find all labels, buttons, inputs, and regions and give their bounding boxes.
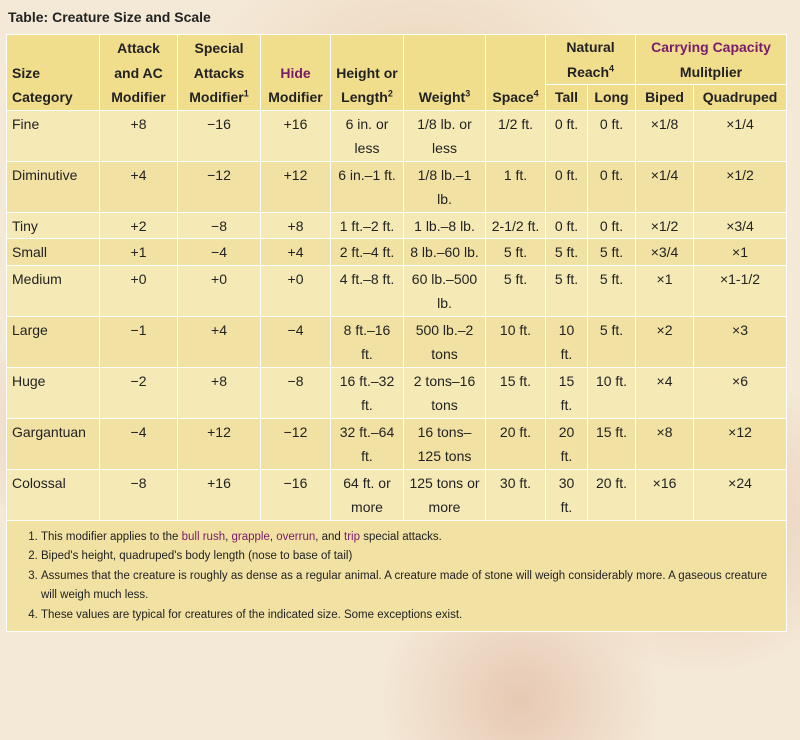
attack-ac-cell: +8 xyxy=(100,110,178,161)
quadruped-cell: ×24 xyxy=(694,469,787,520)
quadruped-cell: ×3 xyxy=(694,316,787,367)
attack-ac-cell: +0 xyxy=(100,265,178,316)
attack-ac-cell: −1 xyxy=(100,316,178,367)
quadruped-cell: ×12 xyxy=(694,418,787,469)
hide-link[interactable]: Hide xyxy=(280,64,311,81)
attack-ac-cell: +1 xyxy=(100,239,178,266)
bull-rush-link[interactable]: bull rush xyxy=(181,530,226,543)
height-cell: 6 in. or less xyxy=(331,110,404,161)
special-attacks-cell: −4 xyxy=(178,239,261,266)
attack-ac-cell: −8 xyxy=(100,469,178,520)
header-attack-ac: Attack and AC Modifier xyxy=(100,35,178,111)
space-cell: 1/2 ft. xyxy=(486,110,546,161)
quadruped-cell: ×1/4 xyxy=(694,110,787,161)
header-quadruped: Quadruped xyxy=(694,85,787,111)
special-attacks-cell: +4 xyxy=(178,316,261,367)
biped-cell: ×1/2 xyxy=(636,212,694,239)
table-row xyxy=(7,469,787,520)
reach-long-cell: 15 ft. xyxy=(588,418,636,469)
quadruped-cell: ×6 xyxy=(694,367,787,418)
height-cell: 16 ft.–32 ft. xyxy=(331,367,404,418)
biped-cell: ×8 xyxy=(636,418,694,469)
creature-size-table xyxy=(6,34,787,632)
reach-long-cell: 0 ft. xyxy=(588,110,636,161)
space-cell: 5 ft. xyxy=(486,239,546,266)
space-cell: 10 ft. xyxy=(486,316,546,367)
size-cell: Tiny xyxy=(7,212,100,239)
reach-tall-cell: 30 ft. xyxy=(546,469,588,520)
header-long: Long xyxy=(588,85,636,111)
height-cell: 4 ft.–8 ft. xyxy=(331,265,404,316)
quadruped-cell: ×1/2 xyxy=(694,161,787,212)
size-cell: Fine xyxy=(7,110,100,161)
carrying-capacity-link[interactable]: Carrying Capacity xyxy=(651,39,771,55)
grapple-link[interactable]: grapple xyxy=(231,530,270,543)
height-cell: 32 ft.–64 ft. xyxy=(331,418,404,469)
hide-cell: +0 xyxy=(261,265,331,316)
biped-cell: ×1/8 xyxy=(636,110,694,161)
attack-ac-cell: +2 xyxy=(100,212,178,239)
table-row xyxy=(7,239,787,266)
weight-cell: 2 tons–16 tons xyxy=(404,367,486,418)
quadruped-cell: ×1-1/2 xyxy=(694,265,787,316)
weight-cell: 16 tons–125 tons xyxy=(404,418,486,469)
space-cell: 2-1/2 ft. xyxy=(486,212,546,239)
reach-tall-cell: 0 ft. xyxy=(546,110,588,161)
special-attacks-cell: +8 xyxy=(178,367,261,418)
height-cell: 6 in.–1 ft. xyxy=(331,161,404,212)
reach-tall-cell: 20 ft. xyxy=(546,418,588,469)
biped-cell: ×16 xyxy=(636,469,694,520)
biped-cell: ×4 xyxy=(636,367,694,418)
header-height-length: Height or Length$^2$ xyxy=(331,35,404,111)
special-attacks-cell: +12 xyxy=(178,418,261,469)
header-weight: Weight$^3$ xyxy=(404,35,486,111)
reach-tall-cell: 10 ft. xyxy=(546,316,588,367)
header-size-category: Size Category xyxy=(7,35,100,111)
header-space: Space$^4$ xyxy=(486,35,546,111)
hide-cell: −12 xyxy=(261,418,331,469)
size-cell: Huge xyxy=(7,367,100,418)
special-attacks-cell: −8 xyxy=(178,212,261,239)
footnote-3: 3. Assumes that the creature is roughly as dense as a regular animal. A creature made of stone will weigh considerably more. A gaseous creature will weigh much less. xyxy=(41,567,780,606)
overrun-link[interactable]: overrun xyxy=(276,530,316,543)
quadruped-cell: ×1 xyxy=(694,239,787,266)
special-attacks-cell: −12 xyxy=(178,161,261,212)
height-cell: 1 ft.–2 ft. xyxy=(331,212,404,239)
space-cell: 5 ft. xyxy=(486,265,546,316)
size-cell: Colossal xyxy=(7,469,100,520)
reach-tall-cell: 5 ft. xyxy=(546,265,588,316)
size-cell: Diminutive xyxy=(7,161,100,212)
reach-long-cell: 0 ft. xyxy=(588,161,636,212)
space-cell: 30 ft. xyxy=(486,469,546,520)
height-cell: 2 ft.–4 ft. xyxy=(331,239,404,266)
header-tall: Tall xyxy=(546,85,588,111)
header-carrying-capacity: Carrying Capacity Mulitplier xyxy=(636,35,787,85)
footnotes xyxy=(7,520,787,632)
reach-tall-cell: 5 ft. xyxy=(546,239,588,266)
header-biped: Biped xyxy=(636,85,694,111)
table-row xyxy=(7,316,787,367)
weight-cell: 125 tons or more xyxy=(404,469,486,520)
biped-cell: ×3/4 xyxy=(636,239,694,266)
biped-cell: ×1/4 xyxy=(636,161,694,212)
space-cell: 20 ft. xyxy=(486,418,546,469)
height-cell: 64 ft. or more xyxy=(331,469,404,520)
reach-tall-cell: 15 ft. xyxy=(546,367,588,418)
reach-long-cell: 5 ft. xyxy=(588,316,636,367)
hide-cell: −8 xyxy=(261,367,331,418)
height-cell: 8 ft.–16 ft. xyxy=(331,316,404,367)
header-hide: Hide Modifier xyxy=(261,35,331,111)
table-row xyxy=(7,161,787,212)
reach-tall-cell: 0 ft. xyxy=(546,161,588,212)
hide-cell: +4 xyxy=(261,239,331,266)
space-cell: 15 ft. xyxy=(486,367,546,418)
weight-cell: 1/8 lb.–1 lb. xyxy=(404,161,486,212)
table-caption: Table: Creature Size and Scale xyxy=(8,9,211,25)
special-attacks-cell: −16 xyxy=(178,110,261,161)
attack-ac-cell: +4 xyxy=(100,161,178,212)
table-row xyxy=(7,110,787,161)
hide-cell: −16 xyxy=(261,469,331,520)
reach-long-cell: 0 ft. xyxy=(588,212,636,239)
reach-long-cell: 20 ft. xyxy=(588,469,636,520)
quadruped-cell: ×3/4 xyxy=(694,212,787,239)
footnote-4: 4. These values are typical for creatures of the indicated size. Some exceptions exist. xyxy=(41,606,780,626)
reach-long-cell: 10 ft. xyxy=(588,367,636,418)
hide-cell: +12 xyxy=(261,161,331,212)
reach-tall-cell: 0 ft. xyxy=(546,212,588,239)
footnote-2: 2. Biped's height, quadruped's body length (nose to base of tail) xyxy=(41,547,780,567)
weight-cell: 500 lb.–2 tons xyxy=(404,316,486,367)
hide-cell: +16 xyxy=(261,110,331,161)
table-row xyxy=(7,212,787,239)
header-special-attacks: Special Attacks Modifier$^1$ xyxy=(178,35,261,111)
biped-cell: ×1 xyxy=(636,265,694,316)
size-cell: Gargantuan xyxy=(7,418,100,469)
footnote-1: 1. This modifier applies to the bull rush, grapple, overrun, and trip special attacks. xyxy=(41,528,780,548)
size-cell: Medium xyxy=(7,265,100,316)
reach-long-cell: 5 ft. xyxy=(588,265,636,316)
attack-ac-cell: −4 xyxy=(100,418,178,469)
table-row xyxy=(7,367,787,418)
weight-cell: 1 lb.–8 lb. xyxy=(404,212,486,239)
attack-ac-cell: −2 xyxy=(100,367,178,418)
weight-cell: 1/8 lb. or less xyxy=(404,110,486,161)
special-attacks-cell: +0 xyxy=(178,265,261,316)
space-cell: 1 ft. xyxy=(486,161,546,212)
table-row xyxy=(7,418,787,469)
reach-long-cell: 5 ft. xyxy=(588,239,636,266)
weight-cell: 60 lb.–500 lb. xyxy=(404,265,486,316)
header-natural-reach: Natural Reach$^4$ xyxy=(546,35,636,85)
size-cell: Large xyxy=(7,316,100,367)
hide-cell: +8 xyxy=(261,212,331,239)
biped-cell: ×2 xyxy=(636,316,694,367)
trip-link[interactable]: trip xyxy=(344,530,361,543)
special-attacks-cell: +16 xyxy=(178,469,261,520)
table-row xyxy=(7,265,787,316)
weight-cell: 8 lb.–60 lb. xyxy=(404,239,486,266)
hide-cell: −4 xyxy=(261,316,331,367)
size-cell: Small xyxy=(7,239,100,266)
